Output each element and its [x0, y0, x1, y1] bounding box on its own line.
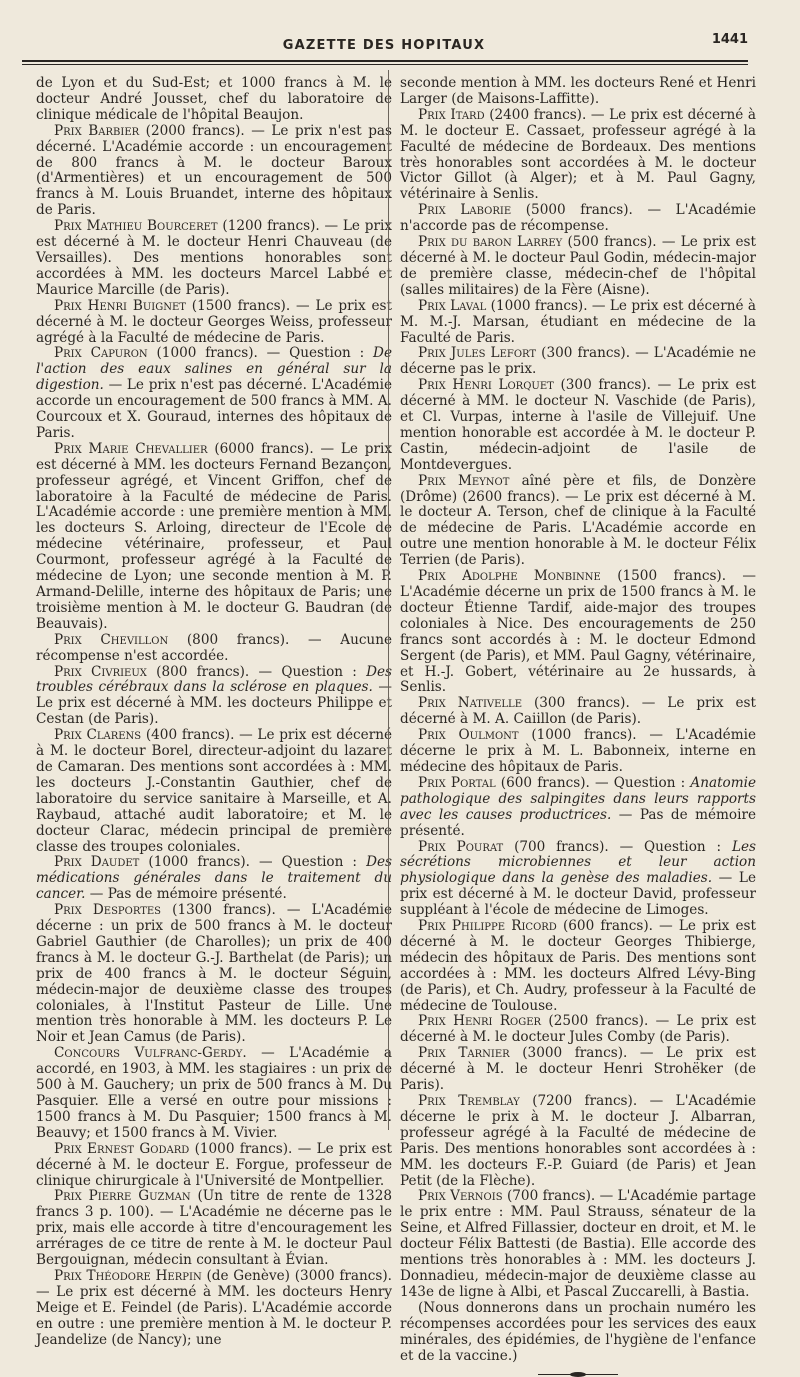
prize-name: Prix Pourat	[418, 838, 504, 855]
page-header	[20, 30, 748, 60]
paragraph-text: (1200 francs). — Le prix est décerné à M. le docteur Henri Chauveau (de Versailles). Des mentions honorables sont accordées à MM. les docteurs Marcel Labbé et Maurice Marcille (de Paris).	[36, 218, 392, 298]
paragraph-text: (1000 francs). — Question :	[139, 854, 367, 871]
prize-name: Prix Théodore Herpin	[54, 1267, 202, 1284]
prize-name: Prix Laval	[418, 297, 487, 314]
paragraph-text: (700 francs). — L'Académie partage le prix entre : MM. Paul Strauss, sénateur de la Seine, et Alfred Fillassier, docteur en droit, et M. le docteur Félix Battesti (de Bastia). Elle accorde des mentions très honorables à : MM. les docteurs J. Donnadieu, médecin-major de deuxième classe au 143e de ligne à Albi, et Pascal Zuccarelli, à Bastia.	[400, 1188, 757, 1300]
question-title: De l'action des eaux salines en général sur la digestion.	[36, 345, 392, 394]
prize-name: Prix Barbier	[54, 122, 140, 139]
prize-name: Prix Chevillon	[54, 631, 169, 648]
paragraph-text: (2500 francs). — Le prix est décerné à M. le docteur Jules Comby (de Paris).	[400, 1013, 756, 1046]
paragraph	[400, 299, 756, 347]
paragraph	[36, 633, 392, 665]
paragraph-text: (1500 francs). — L'Académie décerne un prix de 1500 francs à M. le docteur Étienne Tardif, aide-major des troupes coloniales à Nice. Des encouragements de 250 francs sont accordés à : M. le docteur Edmond Sergent (de Paris), et MM. Paul Gagny, vétérinaire, et H.-J. Gobert, vétérinaire au 2e hussards, à Senlis.	[400, 568, 756, 696]
paragraph	[400, 346, 756, 378]
paragraph-text: (700 francs). — Question :	[503, 838, 732, 855]
prize-name: Prix Tremblay	[418, 1093, 520, 1109]
paragraph-text: (2000 francs). — Le prix n'est pas décerné. L'Académie accorde : un encouragement de 800 francs à M. le docteur Baroux (d'Armentières) et un encouragement de 500 francs à M. Louis Bruandet, interne des hôpitaux de Paris.	[36, 122, 393, 219]
prize-name: Prix Capuron	[54, 345, 148, 362]
paragraph	[400, 108, 756, 203]
paragraph	[400, 840, 756, 920]
header-rule	[22, 60, 748, 65]
paragraph-text: (2400 francs). — Le prix est décerné à M. le docteur E. Cassaet, professeur agrégé à la Faculté de médecine de Bordeaux. Des mentions très honorables sont accordées à M. le docteur Victor Gillot (à Alger); et à M. Paul Gagny, vétérinaire à Senlis.	[400, 106, 757, 203]
paragraph-text: (1000 francs). — Le prix est décerné à M. M.-J. Marsan, étudiant en médecine de la Faculté de Paris.	[400, 297, 756, 346]
paragraph-text: — Pas de mémoire présenté.	[85, 886, 287, 903]
paragraph-text: (6000 francs). — Le prix est décerné à MM. les docteurs Fernand Bezançon, professeur agrégé, et Vincent Griffon, chef de laboratoire à la Faculté de médecine de Paris. L'Académie accorde : une première mention à MM. les docteurs S. Arloing, directeur de l'Ecole de médecine vétérinaire, professeur, et Paul Courmont, professeur agrégé à la Faculté de médecine de Lyon; une seconde mention à M. P. Armand-Delille, interne des hôpitaux de Paris; une troisième mention à M. le docteur G. Baudran (de Beauvais).	[36, 440, 392, 632]
paragraph	[36, 124, 392, 219]
paragraph-text: (300 francs). — L'Académie ne décerne pas le prix.	[400, 345, 757, 378]
paragraph	[36, 346, 392, 441]
paragraph	[36, 299, 392, 347]
prize-name: Prix Laborie	[418, 202, 512, 219]
paragraph-text: (de Genève) (3000 francs). — Le prix est décerné à MM. les docteurs Henry Meige et E. Feindel (de Paris). L'Académie accorde en outre : une première mention à M. le docteur P. Jeandelize (de Nancy); une	[36, 1267, 392, 1348]
paragraph	[36, 728, 392, 855]
end-ornament	[538, 1374, 618, 1375]
prize-name: Prix Portal	[418, 774, 496, 791]
paragraph	[36, 665, 392, 729]
paragraph-text: — Le prix est décerné à M. le docteur David, professeur suppléant à l'école de médecine de Limoges.	[400, 870, 756, 919]
prize-name: Prix Mathieu Bourceret	[54, 218, 218, 235]
prize-name: Prix Daudet	[54, 854, 140, 871]
question-title: Des troubles cérébraux dans la sclérose en plaques.	[36, 663, 393, 696]
paragraph	[400, 203, 756, 235]
prize-name: Prix Henri Roger	[418, 1013, 542, 1030]
column-divider	[388, 70, 389, 1130]
paragraph	[36, 76, 392, 124]
paragraph	[36, 855, 392, 903]
paragraph	[400, 569, 756, 696]
paragraph-text: (Nous donnerons dans un prochain numéro les récompenses accordées pour les services des eaux minérales, des épidémies, de l'hygiène de l'enfance et de la vaccine.)	[400, 1299, 756, 1364]
paragraph	[36, 1189, 392, 1269]
paragraph-text: (800 francs). — Aucune récompense n'est accordée.	[36, 631, 392, 664]
paragraph	[36, 1142, 392, 1190]
paragraph	[400, 474, 756, 569]
prize-name: Prix Nativelle	[418, 695, 522, 712]
paragraph	[400, 1014, 756, 1046]
paragraph	[400, 76, 756, 108]
prize-name: Prix Oulmont	[418, 727, 519, 744]
paragraph-text: (800 francs). — Question :	[146, 663, 367, 680]
right-column	[400, 76, 756, 1375]
question-title: Anatomie pathologique des salpingites dans leurs rapports avec les causes productrices.	[400, 774, 756, 823]
paragraph-text: seconde mention à MM. les docteurs René et Henri Larger (de Maisons-Laffitte).	[400, 75, 756, 107]
prize-name: Prix Vernois	[418, 1188, 503, 1205]
paragraph-text: (1300 francs). — L'Académie décerne : un prix de 500 francs à M. le docteur Gabriel Gauthier (de Charolles); un prix de 400 francs à M. le docteur G.-J. Barthelat (de Paris); un prix de 400 francs à M. le docteur Séguin, médecin-major de deuxième classe des troupes coloniales, à l'Institut Pasteur de Lille. Une mention très honorable à MM. les docteurs P. Le Noir et Jean Camus (de Paris).	[36, 902, 392, 1046]
prize-name: Prix Clarens	[54, 727, 142, 744]
prize-name: Prix Henri Lorquet	[418, 377, 554, 394]
paragraph	[400, 776, 756, 840]
prize-name: Prix Ernest Godard	[54, 1140, 190, 1157]
prize-name: Concours Vulfranc-Gerdy	[54, 1045, 243, 1062]
prize-name: Prix Meynot	[418, 472, 510, 489]
question-title: Les sécrétions microbiennes et leur action physiologique dans la genèse des maladies.	[400, 838, 756, 887]
prize-name: Prix Itard	[418, 106, 485, 123]
paragraph	[400, 235, 756, 299]
question-title: Des médications générales dans le traitement du cancer.	[36, 854, 392, 903]
paragraph	[36, 219, 392, 299]
paragraph-text: (3000 francs). — Le prix est décerné à M. le docteur Henri Strohëker (de Paris).	[400, 1045, 756, 1094]
paragraph	[400, 728, 756, 776]
prize-name: Prix Desportes	[54, 902, 162, 919]
paragraph-text: (300 francs). — Le prix est décerné à M. A. Caiillon (de Paris).	[400, 695, 756, 728]
paragraph-text: (500 francs). — Le prix est décerné à M. le docteur Paul Godin, médecin-major de première classe, médecin-chef de l'hôpital (salles militaires) de la Fère (Aisne).	[400, 234, 756, 298]
paragraph-text: (1000 francs). — L'Académie décerne le prix à M. L. Babonneix, interne en médecine des hôpitaux de Paris.	[400, 727, 756, 775]
paragraph-text: aîné père et fils, de Donzère (Drôme) (2600 francs). — Le prix est décerné à M. le docteur A. Terson, chef de clinique à la Faculté de médecine de Paris. L'Académie accorde en outre une mention honorable à M. le docteur Félix Terrien (de Paris).	[400, 472, 756, 569]
journal-title: GAZETTE DES HOPITAUX	[282, 38, 486, 53]
paragraph-text: . — L'Académie a accordé, en 1903, à MM. les stagiaires : un prix de 500 à M. Gauchery; un prix de 500 francs à M. Du Pasquier. Elle a versé en outre pour missions : 1500 francs à M. Du Pasquier; 1500 francs à M. Beauvy; et 1500 francs à M. Vivier.	[36, 1045, 392, 1141]
paragraph	[400, 1046, 756, 1094]
prize-name: Prix Jules Lefort	[418, 345, 537, 362]
prize-name: Prix Adolphe Monbinne	[418, 568, 601, 585]
paragraph	[400, 1189, 756, 1300]
paragraph	[36, 903, 392, 1046]
prize-name: Prix Philippe Ricord	[418, 918, 557, 935]
paragraph-text: (600 francs). — Le prix est décerné à M. le docteur Georges Thibierge, médecin des hôpitaux de Paris. Des mentions sont accordées à : MM. les docteurs Alfred Lévy-Bing (de Paris), et Ch. Audry, professeur à la Faculté de médecine de Toulouse.	[400, 918, 756, 1014]
paragraph-text: de Lyon et du Sud-Est; et 1000 francs à M. le docteur André Jousset, chef du laboratoire de clinique médicale de l'hôpital Beaujon.	[36, 75, 392, 123]
paragraph-text: (Un titre de rente de 1328 francs 3 p. 100). — L'Académie ne décerne pas le prix, mais elle accorde à titre d'encouragement les arrérages de ce titre de rente à M. le docteur Paul Bergouignan, médecin consultant à Évian.	[36, 1188, 392, 1269]
paragraph-text: — Le prix est décerné à MM. les docteurs Philippe et Cestan (de Paris).	[36, 679, 392, 728]
prize-name: Prix Tarnier	[418, 1045, 510, 1062]
paragraph	[36, 442, 392, 633]
paragraph	[400, 696, 756, 728]
paragraph	[36, 1046, 392, 1141]
paragraph-text: (5000 francs). — L'Académie n'accorde pas de récompense.	[400, 202, 756, 235]
paragraph	[400, 919, 756, 1014]
paragraph	[36, 1269, 392, 1349]
paragraph	[400, 1301, 756, 1365]
prize-name: Prix Marie Chevallier	[54, 440, 208, 457]
prize-name: Prix Civrieux	[54, 663, 147, 680]
paragraph-text: (7200 francs). — L'Académie décerne le prix à M. le docteur J. Albarran, professeur agrégé à la Faculté de médecine de Paris. Des mentions honorables sont accordées à : MM. les docteurs F.-P. Guiard (de Paris) et Jean Petit (de la Flèche).	[400, 1093, 756, 1189]
left-column	[36, 76, 392, 1349]
prize-name: Prix du baron Larrey	[418, 234, 563, 251]
paragraph-text: (1000 francs). — Le prix est décerné à M. le docteur E. Forgue, professeur de clinique chirurgicale à l'Université de Montpellier.	[36, 1140, 392, 1189]
paragraph-text: (1000 francs). — Question :	[147, 345, 374, 362]
paragraph-text: (400 francs). — Le prix est décerné à M. le docteur Borel, directeur-adjoint du lazaret de Camaran. Des mentions sont accordées à : MM. les docteurs J.-Constantin Gauthier, chef de laboratoire du service sanitaire à Marseille, et A. Raybaud, attaché audit laboratoire; et M. le docteur Clarac, médecin principal de première classe des troupes coloniales.	[36, 727, 393, 855]
paragraph-text: (1500 francs). — Le prix est décerné à M. le docteur Georges Weiss, professeur agrégé à la Faculté de médecine de Paris.	[36, 297, 392, 346]
paragraph-text: (300 francs). — Le prix est décerné à MM. le docteur N. Vaschide (de Paris), et Cl. Vurpas, interne à l'asile de Villejuif. Une mention honorable est accordée à M. le docteur P. Castin, médecin-adjoint de l'asile de Montdevergues.	[400, 377, 756, 473]
paragraph-text: — Le prix n'est pas décerné. L'Académie accorde un encouragement de 500 francs à MM. A. Courcoux et X. Gouraud, internes des hôpitaux de Paris.	[36, 377, 392, 441]
page-number: 1441	[711, 32, 748, 47]
paragraph-text: (600 francs). — Question :	[495, 774, 691, 791]
prize-name: Prix Pierre Guzman	[54, 1188, 191, 1205]
paragraph	[400, 378, 756, 473]
paragraph	[400, 1094, 756, 1189]
paragraph-text: — Pas de mémoire présenté.	[400, 806, 756, 839]
prize-name: Prix Henri Buignet	[54, 297, 186, 314]
